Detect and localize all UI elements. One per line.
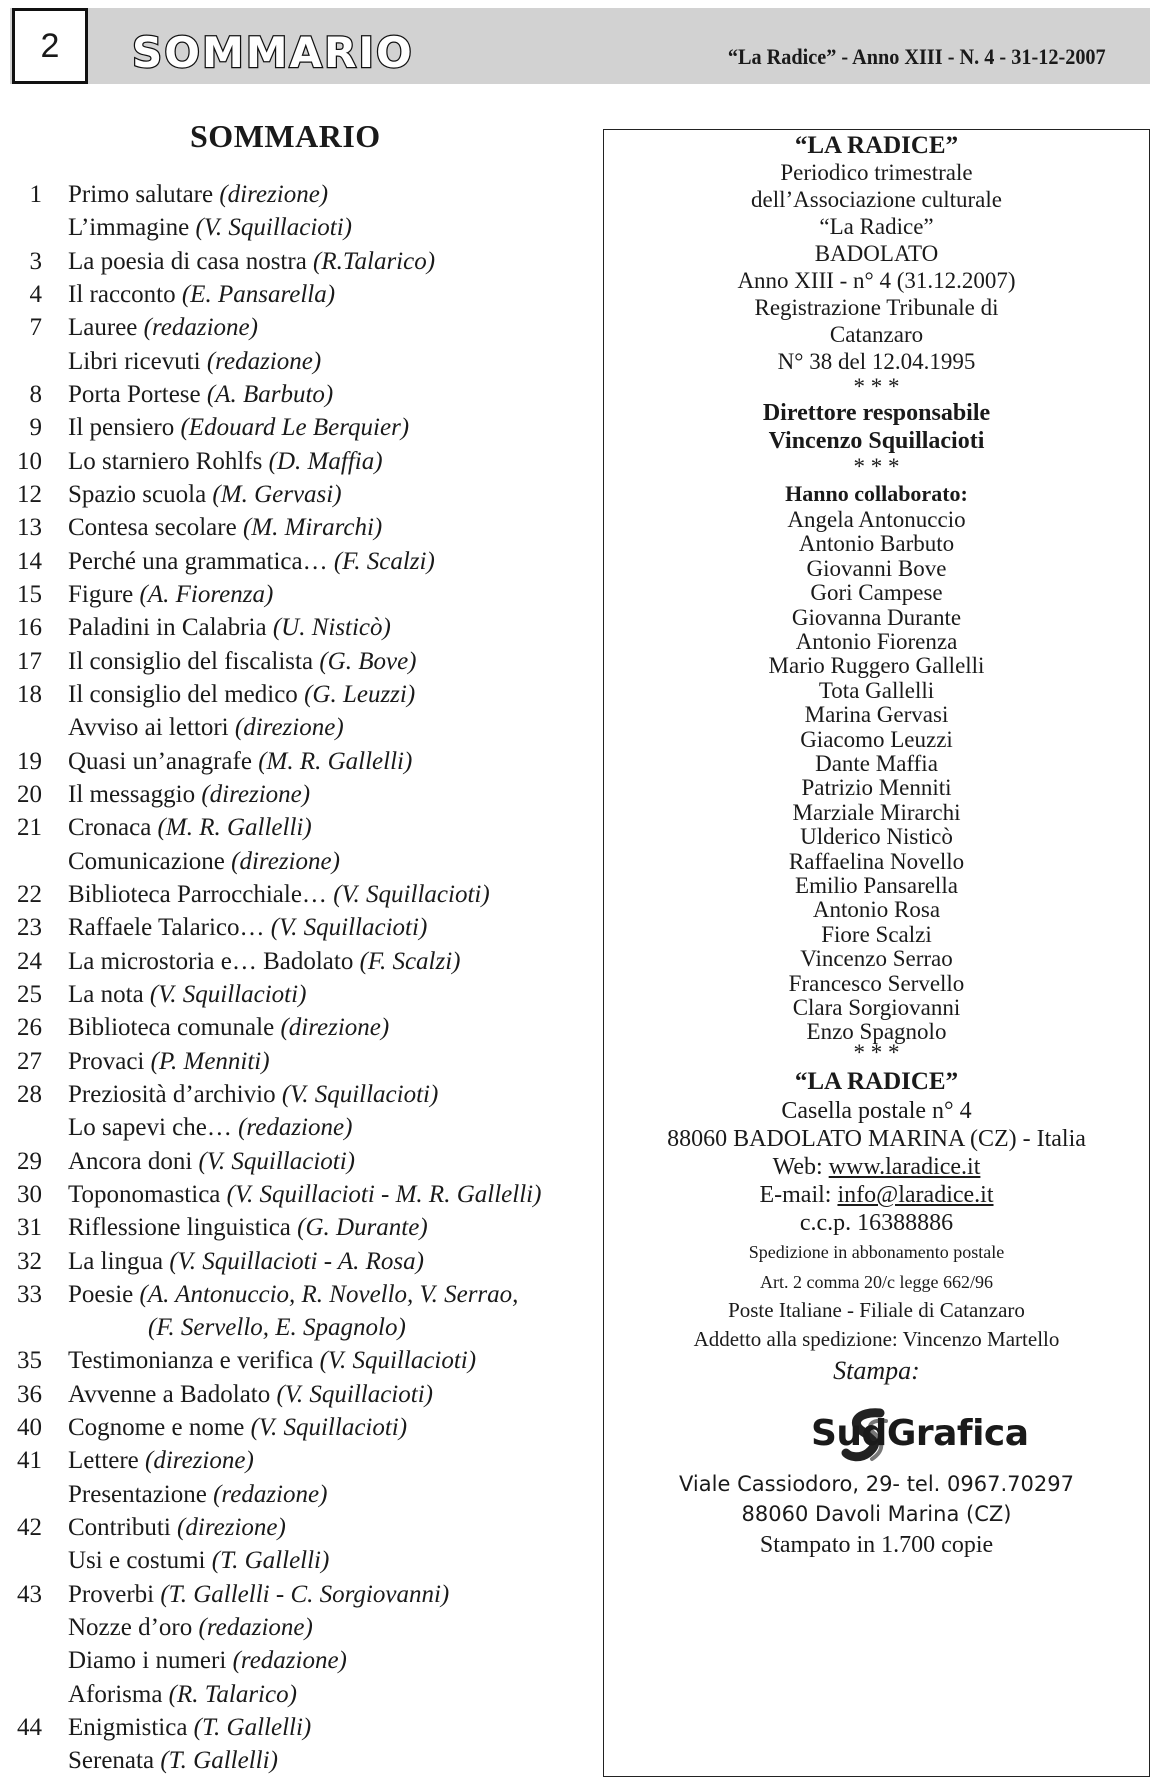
toc-entry-title: Lettere — [68, 1447, 139, 1475]
toc-entry — [8, 1578, 598, 1611]
postal-note: Poste Italiane - Filiale di Catanzaro — [728, 1298, 1025, 1322]
toc-entry-author: (redazione) — [213, 1480, 328, 1508]
collaborator-name: Clara Sorgiovanni — [792, 995, 961, 1020]
masthead-title-2: “LA RADICE” — [794, 1068, 959, 1095]
toc-entry — [8, 1711, 598, 1744]
toc-entry-author: (V. Squillacioti) — [319, 1347, 477, 1375]
toc-entry — [8, 1444, 598, 1477]
issue-number: Anno XIII - n° 4 (31.12.2007) — [737, 268, 1016, 293]
toc-entry-title: La nota — [68, 980, 144, 1008]
toc-entry-author: (V. Squillacioti) — [270, 914, 428, 942]
toc-entry-author: (M. R. Gallelli) — [157, 814, 312, 842]
toc-entry-author: (A. Antonuccio, R. Novello, V. Serrao, — [139, 1280, 519, 1308]
toc-entry — [8, 478, 598, 511]
masthead-subtitle: dell’Associazione culturale — [751, 187, 1002, 212]
postal-account: c.c.p. 16388886 — [799, 1210, 954, 1236]
email-label: E-mail: — [759, 1182, 832, 1208]
toc-entry — [8, 378, 598, 411]
toc-entry-title: Figure — [68, 580, 134, 608]
postal-note: Spedizione in abbonamento postale — [748, 1242, 1005, 1262]
collaborator-name: Giacomo Leuzzi — [800, 726, 953, 752]
toc-entry — [8, 1311, 598, 1344]
toc-entry-title: Nozze d’oro — [68, 1614, 193, 1642]
printer-logo — [749, 1407, 1029, 1469]
toc-entry-author: (direzione) — [219, 181, 329, 208]
toc-entry-text — [68, 1744, 278, 1777]
toc-entry-text — [68, 378, 333, 411]
toc-entry-title: Poesie — [68, 1280, 134, 1308]
email-line — [604, 1182, 1149, 1209]
toc-entry-title: Contributi — [68, 1514, 171, 1542]
toc-entry-text — [68, 678, 415, 711]
registration: Registrazione Tribunale di — [754, 295, 999, 320]
table-of-contents — [8, 178, 598, 1778]
toc-page-number: 30 — [17, 1180, 42, 1208]
toc-entry-text — [68, 1378, 433, 1411]
toc-entry-title: Libri ricevuti — [68, 347, 201, 375]
toc-entry — [8, 345, 598, 378]
collaborator-name: Tota Gallelli — [818, 677, 935, 703]
toc-entry-text — [68, 411, 409, 444]
toc-entry-text — [68, 445, 383, 478]
toc-entry-text — [68, 878, 490, 911]
toc-entry-title: Provaci — [68, 1047, 145, 1075]
collaborator-name: Enzo Spagnolo — [806, 1019, 947, 1045]
toc-entry-author: (T. Gallelli) — [193, 1714, 312, 1742]
toc-entry-title: Perché una grammatica… — [68, 547, 328, 575]
toc-entry-title: Ancora doni — [68, 1147, 193, 1175]
toc-entry-title: Lo sapevi che… — [68, 1114, 232, 1142]
toc-entry-title: Il pensiero — [68, 414, 175, 442]
toc-page-number: 26 — [17, 1014, 42, 1042]
toc-entry-text — [68, 1544, 329, 1577]
toc-entry — [8, 445, 598, 478]
toc-entry-author: (M. R. Gallelli) — [258, 747, 413, 775]
toc-entry-author: (T. Gallelli) — [211, 1547, 330, 1575]
toc-page-number: 44 — [17, 1714, 42, 1742]
toc-entry-text — [68, 245, 435, 278]
collaborator-name: Raffaelina Novello — [788, 848, 965, 874]
toc-page-number: 25 — [17, 980, 42, 1008]
toc-entry-text — [68, 545, 435, 578]
collaborator-name: Antonio Fiorenza — [795, 629, 958, 654]
web-label: Web: — [772, 1154, 823, 1180]
masthead-subtitle: Periodico trimestrale — [780, 160, 973, 185]
toc-entry-text — [68, 311, 258, 344]
toc-entry-text — [68, 1145, 355, 1178]
toc-entry-author: (direzione) — [280, 1014, 390, 1042]
toc-entry-author: (V. Squillacioti) — [281, 1080, 439, 1108]
toc-entry-title: Avvenne a Badolato — [68, 1380, 271, 1408]
toc-entry-text — [68, 1678, 297, 1711]
toc-entry — [8, 545, 598, 578]
toc-entry-text — [68, 1211, 428, 1244]
toc-entry-text — [68, 1478, 327, 1511]
toc-entry-title: La microstoria e… Badolato — [68, 947, 354, 975]
toc-entry-title: Porta Portese — [68, 380, 201, 408]
toc-entry-title: Paladini in Calabria — [68, 614, 267, 642]
toc-entry-title: Proverbi — [68, 1580, 155, 1608]
toc-entry-author: (redazione) — [198, 1614, 313, 1642]
toc-entry-author: (redazione) — [206, 347, 322, 375]
toc-entry-author: (Edouard Le Berquier) — [180, 414, 410, 442]
toc-page-number: 8 — [29, 380, 42, 408]
toc-entry — [8, 645, 598, 678]
toc-entry-text — [68, 645, 417, 678]
toc-page-number: 7 — [29, 314, 42, 342]
toc-entry — [8, 911, 598, 944]
toc-entry-text — [68, 911, 427, 944]
web-line — [604, 1154, 1149, 1181]
toc-entry — [8, 1344, 598, 1377]
toc-entry — [8, 1644, 598, 1677]
toc-entry — [8, 1111, 598, 1144]
toc-page-number: 13 — [17, 514, 42, 542]
toc-page-number: 29 — [17, 1147, 42, 1175]
toc-entry-text — [68, 611, 391, 644]
postal-address: 88060 BADOLATO MARINA (CZ) - Italia — [667, 1126, 1086, 1152]
toc-page-number: 27 — [17, 1047, 42, 1075]
toc-entry-author: (R.Talarico) — [313, 247, 436, 275]
toc-entry-author: (direzione) — [145, 1447, 254, 1475]
toc-entry-text — [68, 1344, 476, 1377]
toc-entry-text — [68, 1444, 254, 1477]
toc-page-number: 36 — [17, 1380, 42, 1408]
toc-entry-text — [68, 178, 328, 211]
masthead-box — [603, 129, 1150, 1777]
toc-entry — [8, 1145, 598, 1178]
toc-entry-title: Il consiglio del medico — [68, 680, 298, 708]
email-link[interactable]: info@laradice.it — [837, 1182, 994, 1208]
toc-entry-author: (G. Bove) — [319, 647, 417, 675]
masthead-title: “LA RADICE” — [794, 132, 959, 159]
toc-page-number: 12 — [17, 480, 42, 508]
toc-entry-title: Comunicazione — [68, 847, 225, 875]
toc-entry — [8, 1011, 598, 1044]
toc-entry-title: Cognome e nome — [68, 1414, 245, 1442]
toc-entry — [8, 711, 598, 744]
toc-entry-title: Cronaca — [68, 814, 152, 842]
toc-entry-author: (direzione) — [231, 847, 340, 875]
toc-entry-text — [68, 1511, 286, 1544]
toc-entry-title: Lauree — [68, 314, 138, 342]
toc-entry — [8, 1678, 598, 1711]
toc-entry-author: (V. Squillacioti) — [276, 1380, 433, 1408]
print-run: Stampato in 1.700 copie — [759, 1532, 994, 1558]
toc-entry-text — [68, 1278, 518, 1311]
collaborator-name: Emilio Pansarella — [795, 873, 958, 898]
toc-entry-title: Biblioteca Parrocchiale… — [68, 880, 327, 908]
collaborator-name: Gori Campese — [810, 580, 943, 606]
toc-entry-title: Lo starniero Rohlfs — [68, 447, 263, 475]
page-header — [10, 8, 1150, 84]
toc-page-number: 1 — [29, 181, 42, 208]
toc-entry — [8, 778, 598, 811]
printer-address: 88060 Davoli Marina (CZ) — [741, 1502, 1012, 1526]
toc-page-number: 3 — [29, 247, 42, 275]
toc-entry-title: Primo salutare — [68, 181, 214, 208]
toc-page-number: 32 — [17, 1247, 42, 1275]
toc-entry-author: (direzione) — [234, 714, 344, 742]
toc-entry-author: (V. Squillacioti - M. R. Gallelli) — [226, 1180, 542, 1208]
collaborator-name: Giovanni Bove — [806, 555, 947, 581]
toc-entry — [8, 1078, 598, 1111]
toc-page-number: 43 — [17, 1580, 42, 1608]
toc-page-number: 22 — [17, 880, 42, 908]
toc-page-number: 28 — [17, 1080, 42, 1108]
toc-entry-text — [68, 1411, 407, 1444]
toc-entry — [8, 878, 598, 911]
collaborator-name: Giovanna Durante — [791, 604, 962, 630]
toc-entry-author: (M. Mirarchi) — [242, 514, 383, 542]
toc-entry-author: (F. Scalzi) — [333, 547, 435, 575]
collaborator-name: Marina Gervasi — [804, 702, 949, 728]
toc-entry-text — [68, 1245, 424, 1278]
toc-entry — [8, 1544, 598, 1577]
registration: N° 38 del 12.04.1995 — [777, 349, 976, 374]
toc-entry-author: (V. Squillacioti) — [195, 214, 353, 242]
toc-entry — [8, 1478, 598, 1511]
toc-entry-title: Biblioteca comunale — [68, 1014, 275, 1042]
toc-entry — [8, 211, 598, 244]
toc-entry-author: (redazione) — [143, 314, 258, 342]
toc-entry-title: Toponomastica — [68, 1180, 221, 1208]
toc-entry — [8, 178, 598, 211]
toc-entry-author: (T. Gallelli) — [160, 1747, 278, 1775]
toc-entry-text — [68, 1178, 541, 1211]
toc-entry-title: Enigmistica — [68, 1714, 188, 1742]
toc-entry-author: (G. Leuzzi) — [304, 680, 416, 708]
postal-note: Addetto alla spedizione: Vincenzo Martello — [693, 1327, 1060, 1351]
toc-title: SOMMARIO — [190, 118, 381, 154]
separator: * * * — [853, 1040, 900, 1065]
toc-entry-title: Contesa secolare — [68, 514, 237, 542]
toc-entry — [8, 245, 598, 278]
toc-entry-text — [68, 845, 340, 878]
toc-entry — [8, 745, 598, 778]
toc-entry — [8, 1278, 598, 1311]
toc-page-number: 16 — [17, 614, 42, 642]
toc-entry-author: (V. Squillacioti) — [149, 980, 307, 1008]
toc-entry-title: Diamo i numeri — [68, 1647, 227, 1675]
toc-entry-title: Raffaele Talarico… — [68, 914, 265, 942]
toc-entry — [8, 1411, 598, 1444]
toc-entry-text — [68, 1611, 313, 1644]
toc-entry-text — [68, 945, 461, 978]
toc-entry-author: (V. Squillacioti - A. Rosa) — [169, 1247, 424, 1275]
toc-entry-title: Aforisma — [68, 1680, 163, 1708]
toc-entry-text — [68, 211, 352, 244]
toc-entry-text — [68, 1578, 449, 1611]
toc-entry-title: Preziosità d’archivio — [68, 1080, 276, 1108]
collaborators-label: Hanno collaborato: — [785, 481, 968, 506]
toc-entry-title: La poesia di casa nostra — [68, 247, 307, 275]
toc-page-number: 23 — [17, 914, 42, 942]
toc-entry-author: (V. Squillacioti) — [250, 1414, 408, 1442]
collaborator-name: Antonio Barbuto — [798, 531, 955, 557]
toc-entry — [8, 978, 598, 1011]
issue-info: “La Radice” - Anno XIII - N. 4 - 31-12-2007 — [728, 44, 1106, 69]
toc-entry-author: (direzione) — [201, 780, 311, 808]
toc-page-number: 21 — [17, 814, 42, 842]
toc-entry-title: Il racconto — [68, 280, 176, 308]
toc-page-number: 4 — [29, 280, 42, 308]
toc-entry-text — [68, 511, 382, 544]
toc-entry-text — [68, 711, 344, 744]
toc-entry — [8, 1511, 598, 1544]
toc-page-number: 33 — [17, 1280, 42, 1308]
toc-entry-text — [68, 1644, 347, 1677]
toc-entry-title: La lingua — [68, 1247, 164, 1275]
collaborator-name: Angela Antonuccio — [787, 507, 966, 532]
toc-entry-author: (V. Squillacioti) — [198, 1147, 356, 1175]
toc-entry — [8, 578, 598, 611]
toc-entry-author: (V. Squillacioti) — [333, 880, 490, 908]
toc-entry-text — [148, 1311, 406, 1344]
printer-logo-text: SudGrafica — [811, 1413, 1029, 1454]
toc-entry — [8, 1245, 598, 1278]
collaborator-name: Vincenzo Serrao — [800, 946, 953, 972]
toc-entry-title: L’immagine — [68, 214, 190, 242]
masthead-subtitle: “La Radice” — [819, 214, 934, 239]
toc-entry-text — [68, 1711, 311, 1744]
toc-entry-text — [68, 578, 273, 611]
toc-entry — [8, 611, 598, 644]
toc-entry-author: (E. Pansarella) — [181, 280, 336, 308]
collaborator-name: Ulderico Nisticò — [800, 824, 953, 850]
toc-entry-author: (A. Barbuto) — [206, 380, 334, 408]
print-label: Stampa: — [833, 1356, 920, 1385]
collaborator-name: Mario Ruggero Gallelli — [768, 653, 985, 679]
toc-entry-author: (redazione) — [238, 1114, 353, 1142]
toc-page-number: 31 — [17, 1214, 42, 1242]
toc-page-number: 41 — [17, 1447, 42, 1475]
toc-entry-author: (A. Fiorenza) — [139, 580, 274, 608]
web-link[interactable]: www.laradice.it — [828, 1154, 981, 1180]
toc-page-number: 15 — [17, 580, 42, 608]
toc-entry-author: (P. Menniti) — [150, 1047, 270, 1075]
collaborator-name: Francesco Servello — [788, 970, 965, 996]
toc-page-number: 19 — [17, 747, 42, 775]
postal-note: Art. 2 comma 20/c legge 662/96 — [760, 1272, 993, 1292]
toc-entry — [8, 1611, 598, 1644]
toc-entry-author: (redazione) — [232, 1647, 347, 1675]
toc-page-number: 24 — [17, 947, 42, 975]
toc-page-number: 20 — [17, 780, 42, 808]
toc-entry-title: Presentazione — [68, 1480, 207, 1508]
toc-entry-text — [68, 778, 310, 811]
collaborator-name: Dante Maffia — [815, 751, 938, 776]
toc-entry — [8, 1045, 598, 1078]
toc-entry-text — [68, 978, 306, 1011]
toc-entry-text — [68, 1011, 389, 1044]
toc-entry-title: Quasi un’anagrafe — [68, 747, 252, 775]
toc-page-number: 18 — [17, 680, 42, 708]
toc-entry-title: Serenata — [68, 1747, 155, 1775]
toc-page-number: 40 — [17, 1414, 42, 1442]
collaborator-name: Marziale Mirarchi — [792, 799, 961, 825]
toc-page-number: 14 — [17, 547, 42, 575]
toc-entry-author: (U. Nisticò) — [272, 614, 391, 642]
toc-entry — [8, 311, 598, 344]
page-number: 2 — [12, 8, 88, 84]
collaborator-name: Antonio Rosa — [812, 897, 941, 923]
toc-page-number: 10 — [17, 447, 42, 475]
toc-entry — [8, 1178, 598, 1211]
director-label: Direttore responsabile — [762, 400, 991, 426]
toc-entry-text — [68, 1111, 352, 1144]
toc-entry — [8, 1211, 598, 1244]
toc-entry-author: (R. Talarico) — [168, 1680, 297, 1708]
toc-entry-text — [68, 745, 412, 778]
toc-entry-text — [68, 811, 312, 844]
toc-entry — [8, 678, 598, 711]
toc-entry-author: (direzione) — [177, 1514, 286, 1542]
printer-address: Viale Cassiodoro, 29- tel. 0967.70297 — [679, 1472, 1074, 1496]
toc-entry-title: Testimonianza e verifica — [68, 1347, 314, 1375]
toc-entry-title: Spazio scuola — [68, 480, 207, 508]
toc-entry-text — [68, 1078, 438, 1111]
toc-page-number: 35 — [17, 1347, 42, 1375]
toc-entry — [8, 945, 598, 978]
toc-entry-title: Usi e costumi — [68, 1547, 206, 1575]
toc-entry — [8, 511, 598, 544]
director-name: Vincenzo Squillacioti — [768, 428, 985, 454]
separator: * * * — [853, 374, 900, 399]
toc-entry-author: (T. Gallelli - C. Sorgiovanni) — [160, 1580, 450, 1608]
separator: * * * — [853, 454, 900, 479]
toc-entry-title: Il messaggio — [68, 780, 196, 808]
toc-entry — [8, 1378, 598, 1411]
toc-entry-title: Il consiglio del fiscalista — [68, 647, 314, 675]
toc-entry-text — [68, 278, 335, 311]
toc-entry-text — [68, 345, 321, 378]
toc-entry — [8, 411, 598, 444]
toc-entry-author: (D. Maffia) — [268, 447, 383, 475]
collaborator-name: Fiore Scalzi — [821, 921, 932, 947]
toc-entry — [8, 845, 598, 878]
toc-entry-text — [68, 1045, 270, 1078]
toc-entry-title: Avviso ai lettori — [68, 714, 229, 742]
toc-entry-author: (G. Durante) — [297, 1214, 428, 1242]
section-title: SOMMARIO — [132, 28, 414, 77]
toc-page-number: 42 — [17, 1514, 42, 1542]
collaborator-name: Patrizio Menniti — [801, 775, 952, 801]
toc-entry-author: (M. Gervasi) — [212, 480, 342, 508]
registration: Catanzaro — [829, 322, 924, 347]
toc-entry-text — [68, 478, 342, 511]
toc-entry-title: Riflessione linguistica — [68, 1214, 291, 1242]
toc-entry — [8, 278, 598, 311]
toc-entry-author: (F. Scalzi) — [359, 947, 461, 975]
toc-page-number: 17 — [17, 647, 42, 675]
toc-page-number: 9 — [29, 414, 42, 442]
toc-entry — [8, 1744, 598, 1777]
toc-entry — [8, 811, 598, 844]
toc-entry-author: (F. Servello, E. Spagnolo) — [148, 1314, 406, 1342]
masthead-town: BADOLATO — [814, 241, 939, 266]
po-box: Casella postale n° 4 — [781, 1098, 972, 1124]
